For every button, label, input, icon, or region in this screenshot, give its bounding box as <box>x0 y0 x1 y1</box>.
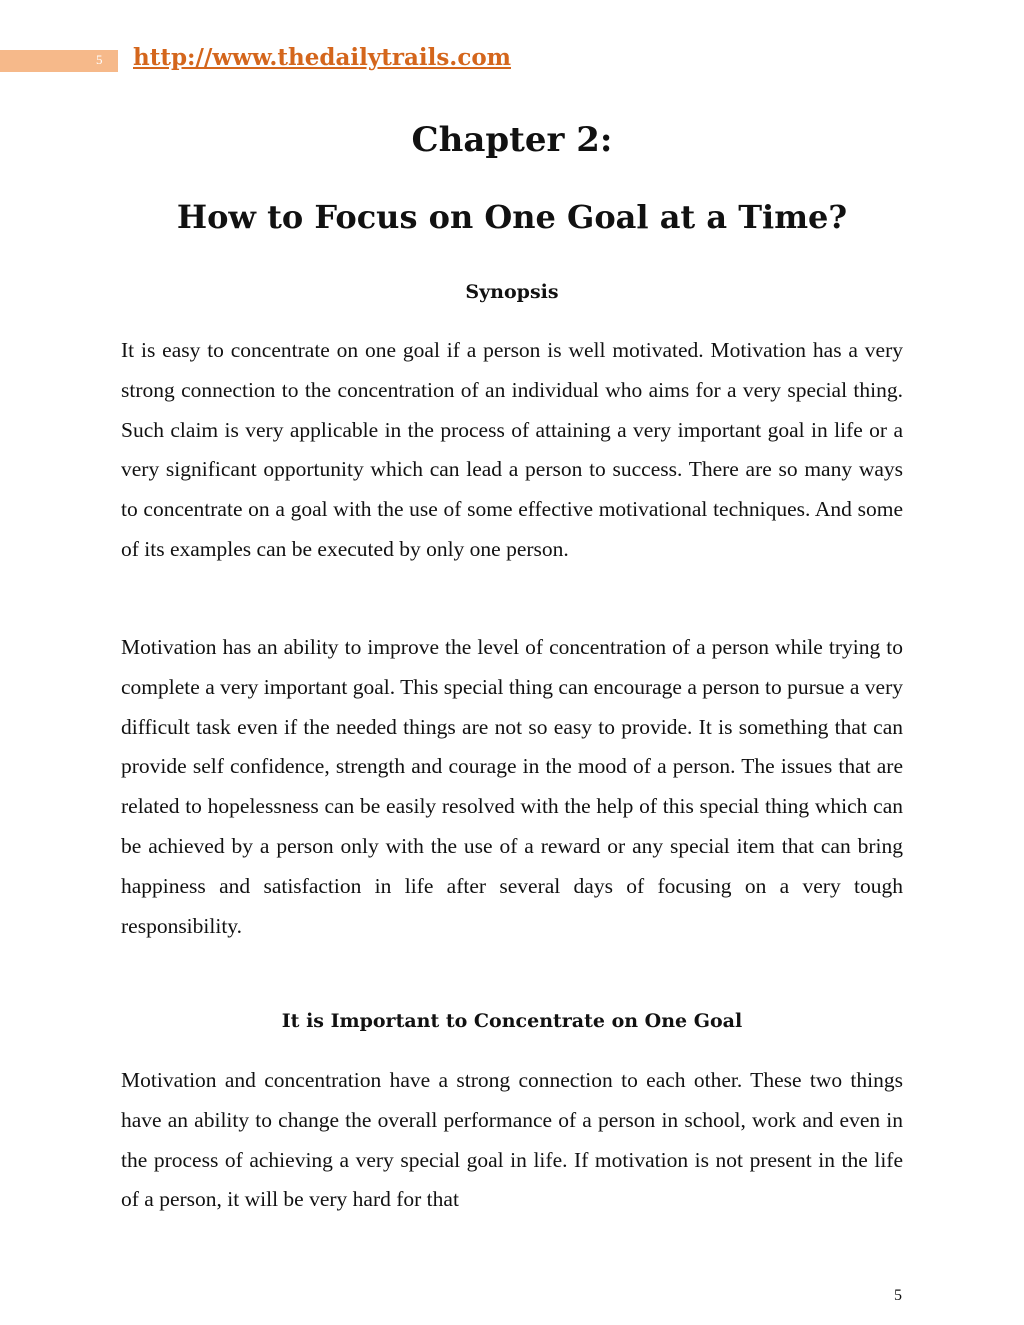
important-heading: It is Important to Concentrate on One Goal <box>281 1010 743 1032</box>
header-page-number: 5 <box>96 52 103 67</box>
chapter-title: Chapter 2: <box>411 120 613 160</box>
paragraph-synopsis-1: It is easy to concentrate on one goal if a person is well motivated. Motivation has a very strong connection to the concentration of an individual who aims for a very special thing. Such claim is very applicable in the process of attaining a very important goal in life or a very significant opportunity which can lead a person to success. There are so many ways to concentrate on a goal with the use of some effective motivational techniques. And some of its examples can be executed by only one person. <box>121 338 903 561</box>
website-link[interactable]: http://www.thedailytrails.com <box>133 44 511 71</box>
chapter-subtitle: How to Focus on One Goal at a Time? <box>176 198 848 236</box>
synopsis-heading: Synopsis <box>465 281 559 303</box>
footer-page-number: 5 <box>894 1287 902 1304</box>
paragraph-important-1: Motivation and concentration have a strong connection to each other. These two things have an ability to change the overall performance of a person in school, work and even in the process of achieving a very special goal in life. If motivation is not present in the life of a person, it will be very hard for that <box>121 1068 903 1212</box>
paragraph-synopsis-2: Motivation has an ability to improve the level of concentration of a person while trying to complete a very important goal. This special thing can encourage a person to pursue a very difficult task even if the needed things are not so easy to provide. It is something that can provide self confidence, strength and courage in the mood of a person. The issues that are related to hopelessness can be easily resolved with the help of this special thing which can be achieved by a person only with the use of a reward or any special item that can bring happiness and satisfaction in life after several days of focusing on a very tough responsibility. <box>121 635 903 938</box>
